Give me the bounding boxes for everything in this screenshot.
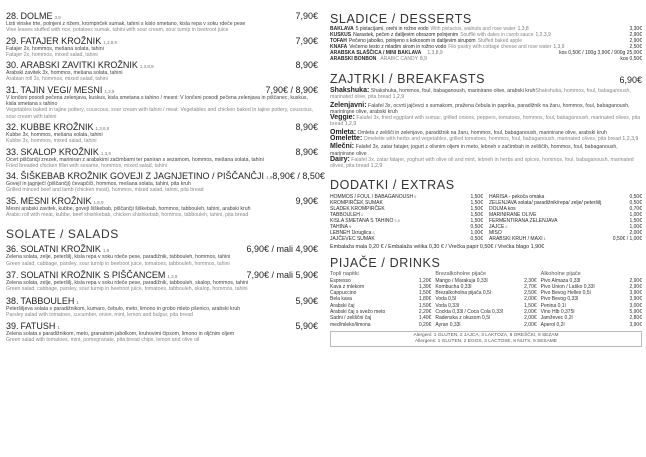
drink-row xyxy=(435,322,536,328)
menu-item-row xyxy=(6,122,318,132)
drink-price: 2,70€ xyxy=(524,283,537,290)
menu-item-name xyxy=(6,11,61,21)
right-column xyxy=(330,12,642,347)
menu-item xyxy=(6,296,318,319)
extras-name: MISO xyxy=(489,229,502,236)
breakfast-item xyxy=(330,115,642,128)
drink-price: 1,80€ xyxy=(418,296,432,303)
breakfast-item xyxy=(330,88,642,101)
allergen-codes: 1,2,9 xyxy=(370,163,383,170)
drink-price: 1,50€ xyxy=(418,302,432,309)
dessert-row xyxy=(330,56,642,62)
menu-item xyxy=(6,85,318,120)
item-price: 6,90€ / mali 4,90€ xyxy=(246,244,318,255)
extras-price: 0,70€ xyxy=(629,205,642,212)
menu-item-row xyxy=(6,321,318,331)
allergen-codes: 1,2,9 xyxy=(392,94,405,101)
menu-item xyxy=(6,171,325,194)
extras-price: 1,00€ xyxy=(629,211,642,218)
menu-item-row xyxy=(6,196,318,206)
breakfast-name: Shakshuka: xyxy=(330,87,370,94)
item-number: 36. xyxy=(6,244,19,255)
menu-item-row xyxy=(6,244,318,254)
item-number: 33. xyxy=(6,146,19,157)
extras-name: HARISA - pekoča omaka xyxy=(489,193,545,200)
item-number: 38. xyxy=(6,295,19,306)
drinks-column-head: Brezalkoholne pijače xyxy=(435,270,487,277)
item-title: FATAJER KROŽNIK xyxy=(20,35,102,46)
item-description-en: Kubbe 3x, hommos, mixed salad, tahini xyxy=(6,138,97,145)
item-description: Kubbe 3x, hommos, mešana solata, tahini xyxy=(6,131,103,138)
item-price: 5,90€ xyxy=(295,321,318,332)
extras-price: 0,50€ xyxy=(470,223,483,230)
extras-name: KISLA SMETANA S TAHINO xyxy=(330,217,394,224)
drink-name: Bela kava xyxy=(330,296,352,303)
drink-name: med/mleko/limona xyxy=(330,321,371,328)
allergen-codes: 1,3,8,9 xyxy=(427,50,443,56)
drink-name: Penina 0,1l xyxy=(540,302,566,309)
item-description-en: Vegetables baked in tajine pottery, couscous, sour cream with tahini / meat: Vegetables and chicken baked in tajine pottery, couscous, sour cream with tahini xyxy=(6,107,314,120)
item-description: Zelena solata, zelje, peteršilj, kisla repa v soku rdeče pese, paradižnik, tabbouleh, hommos, tahini xyxy=(6,254,231,261)
drink-name: Espresso xyxy=(330,277,351,284)
item-number: 39. xyxy=(6,321,19,332)
extras-name: JAJČEVEC SUMAK xyxy=(330,235,375,242)
item-description: Fatajer 2x, hommos, mešana solata, tahini xyxy=(6,45,104,52)
allergens-sl: Alergeni: 1 GLUTEN, 2 JAJCA, 3 LAKTOZA, 8 OREŠČKI, 9 SEZAM xyxy=(413,332,559,338)
dessert-desc: 5 pistacijami, orehi in rožno vodo xyxy=(355,26,429,32)
extras-title: DODATKI / EXTRAS xyxy=(330,177,455,192)
drinks-column xyxy=(541,271,642,328)
menu-item-name xyxy=(6,36,117,46)
drink-name: Kombucha 0,33l xyxy=(435,283,472,290)
extras-price: 1,50€ xyxy=(470,199,483,206)
breakfast-name: Veggie: xyxy=(330,114,355,122)
drinks-column-head: Topli napitki xyxy=(330,270,359,277)
item-number: 28. xyxy=(6,11,19,21)
item-description: Arabski zavitek 3x, hommos, mešana solata, tahini xyxy=(6,70,123,77)
extras-name: DOLMA kos xyxy=(489,205,516,212)
item-title: SOLATNI KROŽNIK S PIŠČANCEM xyxy=(20,269,166,280)
drink-price: 3,00€ xyxy=(629,302,642,309)
allergen-codes: 3,9 xyxy=(394,217,400,223)
drink-name: Radenska z okusom 0,5l xyxy=(435,315,491,322)
menu-item-name xyxy=(6,122,109,132)
drink-price: 1,50€ xyxy=(418,290,432,297)
menu-item-name xyxy=(6,196,104,206)
allergen-codes: 3 xyxy=(372,229,375,235)
drink-price: 1,40€ xyxy=(418,315,432,322)
drink-name: Pivo Union / Laško 0,33l xyxy=(540,283,595,290)
item-description: Peteršiljeva solata s paradižnikom, kumaro, čebulo, meto, limono in grobo mleto pšenico, arabski kruh xyxy=(6,305,241,312)
drink-name: Voda 0,33l xyxy=(435,302,459,309)
item-description-en: Fatajer 2x, hommos, mixed salad, tahini xyxy=(6,51,98,58)
item-description: Mesni arabski zavitek, kubbe, goveji šiškebab, piščančji šiškebab, hommos, tabbouleh, tahini, arabski kruh xyxy=(6,205,251,212)
item-price: 8,90€ / 8,50€ xyxy=(272,171,325,182)
item-description-en: Parsley salad with tomatoes, cucumber, onion, mint, lemon and bulgur, pita bread xyxy=(6,311,193,318)
menu-item xyxy=(6,11,318,34)
extras-label xyxy=(330,236,376,242)
allergen-codes: 1,3,9 xyxy=(167,273,178,279)
menu-item xyxy=(6,196,318,219)
extras-name: FERMENTIRANA ZELENJAVA xyxy=(489,217,558,224)
item-description: Govejí in jagnječí (piščančji) čevapčiči, hommos, mešana solata, tahini, pita kruh xyxy=(6,181,191,188)
breakfast-item xyxy=(330,144,642,157)
drink-name: Cappuccino xyxy=(330,290,357,297)
dessert-name: ARABSKA SLAŠČICA / MINI BAKLAVA xyxy=(330,50,422,56)
allergen-codes: 8,9 xyxy=(419,56,427,62)
drink-row xyxy=(541,322,642,328)
allergen-codes: 1,2,3,9 xyxy=(622,136,639,143)
item-price: 8,90€ xyxy=(295,121,318,132)
drink-price: 2,20€ xyxy=(418,309,432,316)
item-number: 31. xyxy=(6,84,19,95)
item-title: KUBBE KROŽNIK xyxy=(20,121,94,132)
item-number: 30. xyxy=(6,60,19,71)
dessert-name: ARABSKI BONBON xyxy=(330,56,377,62)
item-description-en: Vine leaves stuffed with rice, potatoes sumak, tahini with sour cream, sour turnip in beetroot juice xyxy=(6,27,229,34)
menu-item-row xyxy=(6,147,318,157)
extras-name: TAHINA xyxy=(330,223,348,230)
allergen-codes: 1,8,9 xyxy=(93,199,104,205)
item-number: 35. xyxy=(6,195,19,206)
extras-price: 0,50€ / 1,00€ xyxy=(612,235,642,242)
item-title: ARABSKI ZAVITKI KROŽNIK xyxy=(20,60,138,71)
drink-name: Ayran 0,33l xyxy=(435,321,461,328)
drink-name: Voda 0,5l xyxy=(435,296,457,303)
item-description: Listi vinske trte, polnjeni z rižem, krompirček sumak, tahini s kislo smetano, kisla repa v soku rdeče pese xyxy=(6,21,246,27)
drinks-column-head: Alkoholne pijače xyxy=(540,270,581,277)
menu-item-row xyxy=(6,85,318,95)
drink-price: 3,90€ xyxy=(629,321,642,328)
extras-name: HOMMOS / FOUL / BABAGANOUSH xyxy=(330,193,414,200)
breakfast-name: Zelenjavni: xyxy=(330,101,367,109)
allergen-codes: 1,3,9 xyxy=(104,88,115,94)
breakfast-desc: Falafel 3x, ocvrti jajčevci s sumakom, pražena čebula in paprika, paradižnik na žaru, hommos, foul, babaganoush, marinirane olive, arabski kruh xyxy=(330,102,630,115)
item-description-en: Arabian roll 3x, hommos, mixed salad, tahini xyxy=(6,76,108,83)
drink-name: Mango / Marakuja 0,33l xyxy=(435,277,488,284)
breakfast-title: ZAJTRKI / BREAKFASTS xyxy=(330,72,486,86)
drink-price: 3,90€ xyxy=(629,296,642,303)
menu-item-name xyxy=(6,270,177,280)
drink-price: 0,20€ xyxy=(418,321,432,328)
dessert-desc: Večerno testo z mladim sirom in rožno vodo xyxy=(349,44,447,50)
item-price: 7,90€ xyxy=(295,11,318,21)
menu-item-name xyxy=(6,321,60,331)
breakfast-desc-en: Falafel 3x, fried eggplant with sumac, grilled onions, peppers, tomatoes, hommos, foul, babaganoush, marinated olives, pita bread xyxy=(330,115,641,128)
menu-item-row xyxy=(6,171,325,182)
drink-name: Cockta 0,33l / Coca Cola 0,33l xyxy=(435,309,503,316)
drink-price: 5,90€ xyxy=(629,309,642,316)
menu-item xyxy=(6,36,318,59)
allergen-codes: 1 xyxy=(360,211,364,217)
menu-item-name xyxy=(6,85,114,95)
item-title: TABBOULEH xyxy=(20,295,75,306)
menu-item-name xyxy=(6,244,109,254)
drink-price: 1,50€ xyxy=(524,302,537,309)
extras-name: LEBNEH 1kruglica xyxy=(330,229,372,236)
item-price: 8,90€ xyxy=(295,60,318,71)
drink-price: 2,00€ xyxy=(524,309,537,316)
breakfast-price: 6,90€ xyxy=(619,75,642,85)
drink-name: Arabski čaj s svežo meto xyxy=(330,309,386,316)
dessert-label xyxy=(330,56,427,62)
extras-price: 1,00€ xyxy=(470,229,483,236)
dessert-price: 2,50€ xyxy=(629,44,642,50)
menu-item xyxy=(6,270,318,293)
item-title: SKALOP KROŽNIK xyxy=(20,146,99,157)
extras-row xyxy=(489,236,642,242)
breakfast-item xyxy=(330,157,642,170)
extras-column xyxy=(330,194,483,242)
dessert-price: kos 0,50€ / 100g 3,90€ / 900g 25,00€ xyxy=(559,50,642,56)
drink-name: Sadni / zeliščni čaj xyxy=(330,315,372,322)
drink-price: 2,00€ xyxy=(524,315,537,322)
item-price: 7,90€ / mali 5,90€ xyxy=(246,269,318,280)
breakfast-desc: Shakshuka, hommos, foul, babaganoush, marinirane olive, arabski kruh xyxy=(370,88,536,94)
drink-name: Kava z mlekom xyxy=(330,283,365,290)
dessert-price: 2,90€ xyxy=(629,32,642,38)
drink-price: 2,80€ xyxy=(629,315,642,322)
item-description: Zelena solata, zelje, peteršilj, kisla repa v soku rdeče pese, paradižnik, tabbouleh, skalop, hommos, tahini xyxy=(6,279,249,286)
drink-name: Vino Hlb 0,375l xyxy=(540,309,575,316)
dessert-price: 2,90€ xyxy=(629,38,642,44)
allergens-en: Allergens: 1 GLUTEN, 2 EGGS, 3 LACTOSE, 8 NUTS, 9 SESAME xyxy=(414,338,557,344)
menu-item-name xyxy=(6,60,154,70)
menu-item-row xyxy=(6,60,318,70)
extras-price: 2,00€ xyxy=(629,229,642,236)
menu-item xyxy=(6,60,318,83)
item-number: 29. xyxy=(6,35,19,46)
menu-item-row xyxy=(6,296,318,306)
breakfast-name: Omleta: xyxy=(330,128,357,136)
allergen-codes: 9 xyxy=(414,193,417,199)
drink-price: 3,90€ xyxy=(629,290,642,297)
allergen-codes: 1 xyxy=(57,325,60,331)
item-description-en: Green salad, cabbage, parsley, sour turnip in beetroot juice, tomatoes, tabbouleh, hommos, tahini xyxy=(6,260,230,267)
breakfast-desc-en: Omelette with herbs and vegetables, grilled tomatoes, hommos, foul, babaganoush, marinated olives, pita bread xyxy=(363,136,621,143)
menu-item-name xyxy=(6,296,79,306)
item-title: FATUSH xyxy=(20,321,56,332)
menu-item-row xyxy=(6,11,318,21)
menu-item-row xyxy=(6,36,318,46)
extras-price: 1,00€ xyxy=(629,223,642,230)
dessert-desc-en: Filo pastry with cottage cheese and rose water xyxy=(448,44,552,50)
breakfast-desc-en: Falafel 3x, zatar fatajer, yoghurt with olive oil and mint, lebneh in herbs and spices, hommos, foul, babaganoush, marinated olives, pita bread xyxy=(330,156,634,170)
allergen-codes: 1,3,8,9 xyxy=(95,125,110,131)
extras-label xyxy=(489,236,546,242)
menu-item xyxy=(6,147,318,170)
extras-name: MARINIRANE OLIVE xyxy=(489,211,537,218)
item-price: 7,90€ xyxy=(295,35,318,46)
extras-price: 1,50€ xyxy=(470,211,483,218)
allergen-codes: 1 xyxy=(543,235,546,241)
menu-item xyxy=(6,122,318,145)
packaging-note: Embalaža mala 0,20 € / Embalaža velika 0,30 € / Vrečka papir 0,50€ / Vrečka blago 1,90€ xyxy=(330,243,545,250)
item-price: 5,90€ xyxy=(295,295,318,306)
breakfast-header xyxy=(330,72,642,86)
item-description-en: Arabic roll with meat, kubbe, beef shishkebab, chicken shishkebab, hommos, tabbouleh, tahini, pita bread xyxy=(6,212,249,219)
allergen-codes: 9 xyxy=(348,223,352,229)
drink-name: Brezalkoholna pijača 0,5l xyxy=(435,290,491,297)
drink-price: 1,20€ xyxy=(418,277,432,284)
drink-name: Jamževec 0,2l xyxy=(540,315,573,322)
drink-price: 2,50€ xyxy=(524,290,537,297)
menu-item-name xyxy=(6,171,272,181)
breakfast-desc: Omleta z zelišči in zelenjavo, paradižnik na žaru, hommos, foul, babaganoush, marinirane olive, arabski kruh xyxy=(357,129,607,136)
dessert-price: 3,30€ xyxy=(629,26,642,32)
extras-price: 1,50€ xyxy=(470,217,483,224)
drink-name: Pivo Bevog 0,33l xyxy=(540,296,579,303)
extras-grid xyxy=(330,194,642,242)
item-title: ŠIŠKEBAB KROŽNIK GOVEJI Z JAGNJETINO / PIŠČANČJI xyxy=(20,171,265,182)
allergen-codes: 3,9 xyxy=(54,15,61,20)
allergen-codes: 1 xyxy=(76,299,79,305)
extras-name: KROMPIRČEK SUMAK xyxy=(330,199,383,206)
allergen-codes: 1,9 xyxy=(102,248,110,254)
item-title: MESNI KROŽNIK xyxy=(20,195,92,206)
drinks-title: PIJAČE / DRINKS xyxy=(330,255,441,270)
item-number: 32. xyxy=(6,121,19,132)
extras-name: TABBOULEH xyxy=(330,211,360,218)
allergen-codes: 1,3,8 xyxy=(517,26,529,32)
breakfast-name: Dairy: xyxy=(330,155,350,163)
item-number: 34. xyxy=(6,171,19,182)
item-price: 9,90€ xyxy=(295,195,318,206)
extras-price: 1,50€ xyxy=(470,205,483,212)
allergen-codes: 1,3,9 xyxy=(553,44,565,50)
item-title: TAJIN VEGI/ MESNI xyxy=(20,84,103,95)
item-description-en: Grilled minced beef and lamb (chicken meat), hommos, mixed salad, tahini, pita bread xyxy=(6,187,204,194)
allergen-codes: 1,3,8,9 xyxy=(139,64,154,70)
drink-name: Pivo Bevog Helles 0,5l xyxy=(540,290,591,297)
extras-price: 1,50€ xyxy=(629,217,642,224)
menu-item-row xyxy=(6,270,318,280)
extras-column xyxy=(489,194,642,242)
allergen-codes: 1,2,3,9 xyxy=(535,32,551,38)
breakfast-name: Mlečni: xyxy=(330,143,355,151)
drink-price: 2,00€ xyxy=(524,296,537,303)
salads-title: SOLATE / SALADS xyxy=(6,227,119,242)
breakfast-desc-en: Shakshuka, hommos, foul, babaganoush, marinated olive, pita bread xyxy=(330,88,631,101)
drink-name: Pivo Almaza 0,33l xyxy=(540,277,581,284)
drinks-grid xyxy=(330,271,642,328)
drink-name: Aperol 0,2l xyxy=(540,321,565,328)
item-description-en: Green salad, cabbage, parsley, sour turnip in beetroot juice, tomatoes, tabbouleh, skalop, hommos, tahini xyxy=(6,286,248,293)
item-number: 37. xyxy=(6,269,19,280)
item-description-en: Fried breaded chicken fillet with sesame, hommos, mixed salad, tahini xyxy=(6,162,167,169)
item-title: DOLME xyxy=(20,11,53,21)
breakfast-desc: Falafel 3x, zatar fatajer, jogurt z olivnim oljem in meto, lebneh v začimbah in zeliščih, hommos, foul, babaganoush, marinirane olive xyxy=(330,144,618,157)
breakfast-item xyxy=(330,103,642,116)
drinks-column xyxy=(330,271,431,328)
dessert-price: kos 0,50€ xyxy=(620,56,642,62)
extras-price: 0,50€ xyxy=(629,199,642,206)
allergen-codes: 1,3,8,9 xyxy=(103,39,117,45)
extras-row xyxy=(330,236,483,242)
drink-row xyxy=(330,322,431,328)
extras-name: JAJCE xyxy=(489,223,505,230)
dessert-desc: Pečeno jabolko, polnjeno s kokosom in datljevim sirupom xyxy=(348,38,476,44)
extras-price: 0,50€ xyxy=(470,235,483,242)
dessert-name: KUSKUS xyxy=(330,32,352,38)
extras-price: 1,50€ xyxy=(470,193,483,200)
dessert-desc-en: Stuffed baked apple xyxy=(477,38,522,44)
drink-price: 2,30€ xyxy=(524,277,537,284)
item-price: 8,90€ xyxy=(295,146,318,157)
allergen-codes: 2 xyxy=(505,223,508,229)
dessert-name: KNAFA xyxy=(330,44,348,50)
extras-price: 0,50€ xyxy=(629,193,642,200)
menu-item-name xyxy=(6,147,111,157)
dessert-desc-en: With pistacios, walnuts and rose water xyxy=(430,26,516,32)
dessert-desc-en: ARABIC CANDY xyxy=(380,56,418,62)
item-description: V lončeni posodi pečena zelenjava, kuskus, kisla smetana s tahino / mesni: V lončeni posodi pečena zelenjava in piščanec, kuskus, kisla smetana s tahino xyxy=(6,94,308,108)
allergen-codes: 1,2,9 xyxy=(344,121,357,128)
dessert-desc: Narastek, pečen z datljevim obrazom polnjenim xyxy=(353,32,459,38)
dessert-name: BAKLAVA xyxy=(330,26,354,32)
allergen-codes: 1,9 xyxy=(266,175,273,181)
drink-price: 2,00€ xyxy=(524,321,537,328)
breakfast-name: Omelette: xyxy=(330,135,363,143)
item-price: 7,90€ / 8,90€ xyxy=(265,84,318,95)
menu-item xyxy=(6,321,318,344)
drink-price: 2,90€ xyxy=(629,277,642,284)
drinks-column xyxy=(435,271,536,328)
left-column xyxy=(6,11,325,344)
desserts-title: SLADICE / DESSERTS xyxy=(330,12,472,26)
drink-price: 2,90€ xyxy=(629,283,642,290)
drink-price: 1,30€ xyxy=(418,283,432,290)
item-description-en: Green salad with tomatoes, mint, pomegranate, pita bread chips, lemon and olive oil xyxy=(6,337,200,344)
allergen-codes: 1,3,8 xyxy=(100,150,111,156)
dessert-desc-en: Soufflé with dates in carob sauce xyxy=(460,32,534,38)
menu-item xyxy=(6,244,318,267)
extras-name: ZELENJAVA solata/ paradižnik/repa/ zelje/ peteršilj xyxy=(489,199,602,206)
item-description: Zelena solata s paradižnikom, meto, granatnim jabolkom, kruhovimi čipsom, limono in oljčnim oljem xyxy=(6,331,235,338)
extras-name: ARABSKI KRUH / MAXI xyxy=(489,235,543,242)
extras-name: SLADEK KROMPIRČEK xyxy=(330,205,385,212)
item-description: Ocvrt piščančji zrezek, mariniran z arabskimi začimbami ter paniran s sezamom, hommos, mešana solata, tahini xyxy=(6,156,264,163)
item-title: SOLATNI KROŽNIK xyxy=(20,244,101,255)
allergen-box xyxy=(330,331,642,347)
drink-name: Arabski čaj xyxy=(330,302,355,309)
breakfast-item xyxy=(330,136,642,142)
dessert-name: TOFAH xyxy=(330,38,347,44)
